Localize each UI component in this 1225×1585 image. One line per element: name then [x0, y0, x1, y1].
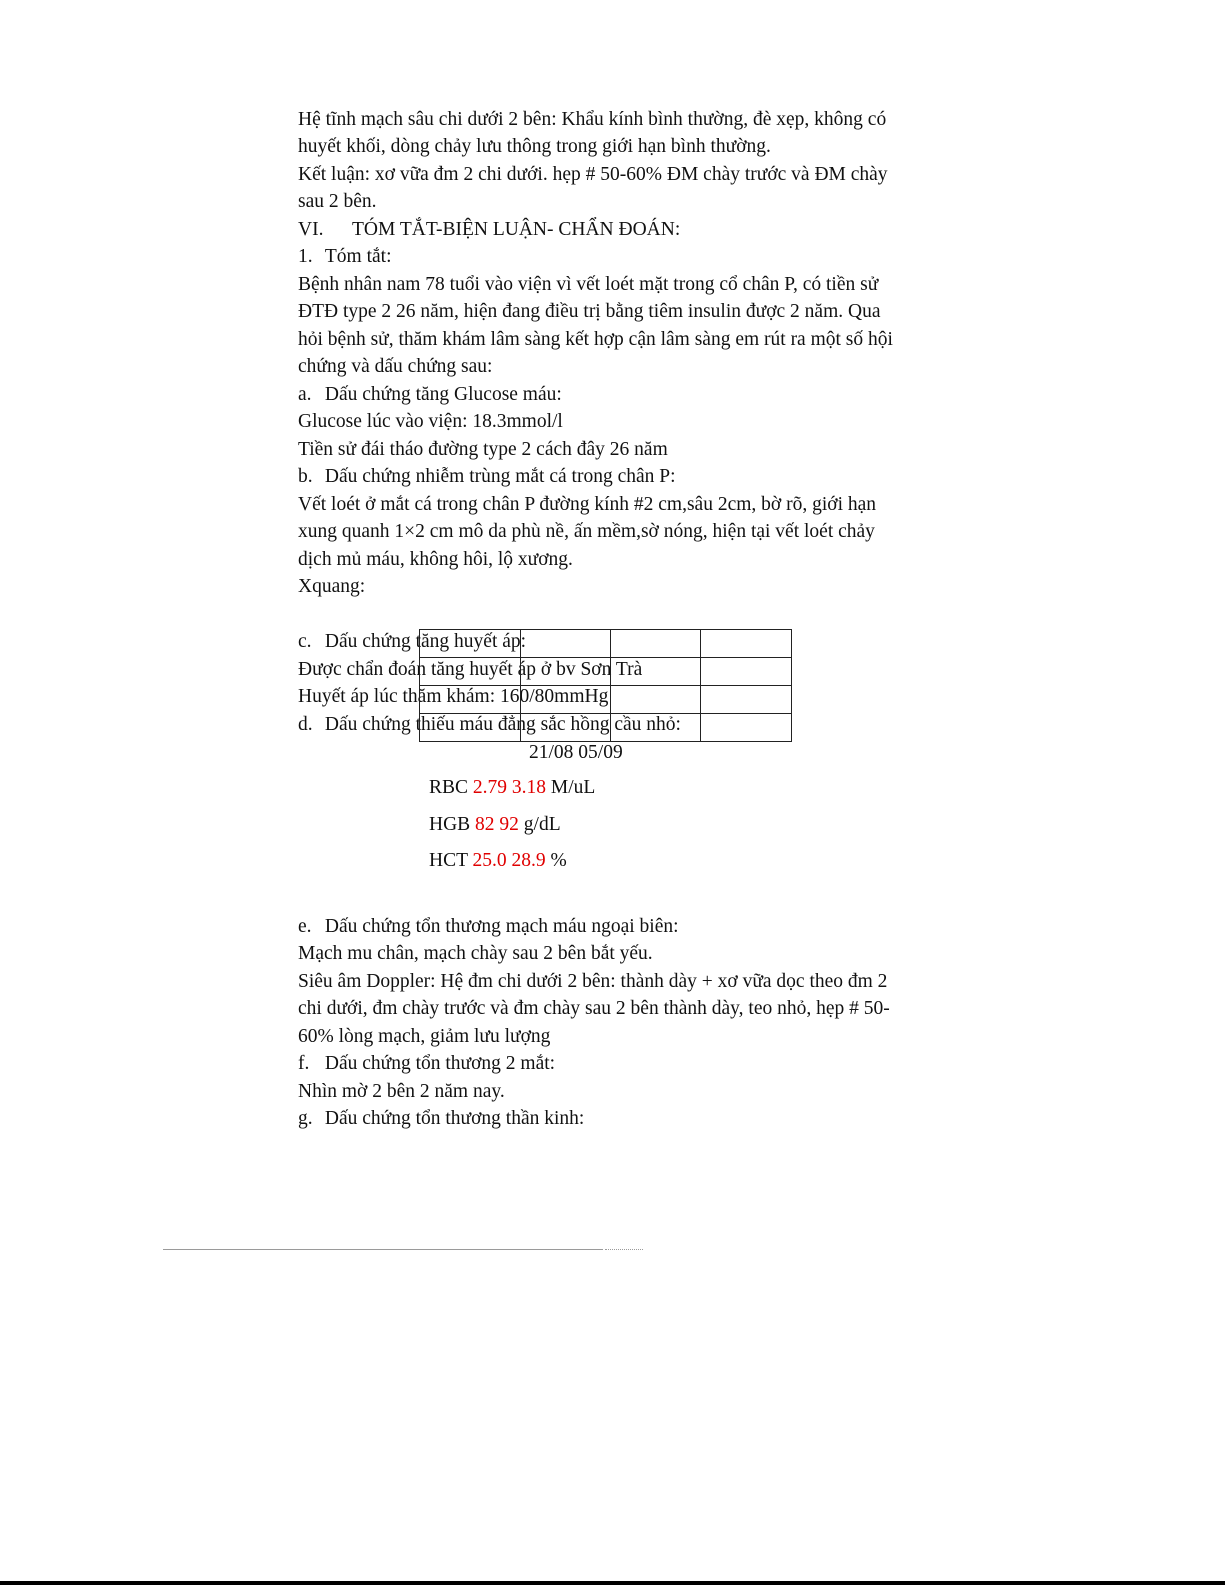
sign-a-line: Tiền sử đái tháo đường type 2 cách đây 26 năm [298, 439, 668, 460]
sign-a-heading [298, 383, 562, 407]
sign-title: Dấu chứng tăng Glucose máu: [324, 384, 562, 405]
sign-e-line: 60% lòng mạch, giảm lưu lượng [298, 1026, 551, 1047]
lab-value: 92 [499, 814, 519, 835]
lab-value: 25.0 [472, 850, 507, 871]
summary-title: Tóm tắt: [324, 246, 392, 267]
sign-e-line: Mạch mu chân, mạch chày sau 2 bên bắt yếu. [298, 943, 653, 964]
lab-name: HCT [429, 850, 468, 871]
sign-b-heading [298, 465, 676, 489]
sign-c-line: Huyết áp lúc thăm khám: 160/80mmHg [298, 686, 609, 707]
paragraph-line: huyết khối, dòng chảy lưu thông trong giới hạn bình thường. [298, 136, 771, 157]
lab-name: HGB [429, 814, 471, 835]
list-letter: a. [298, 384, 312, 405]
summary-line: chứng và dấu chứng sau: [298, 356, 493, 377]
section-title: TÓM TẮT-BIỆN LUẬN- CHẨN ĐOÁN: [352, 219, 681, 240]
section-number: VI. [298, 219, 324, 240]
lab-value: 28.9 [511, 850, 546, 871]
paragraph-line: Kết luận: xơ vữa đm 2 chi dưới. hẹp # 50-60% ĐM chày trước và ĐM chày [298, 164, 888, 185]
sign-title: Dấu chứng tổn thương mạch máu ngoại biên: [324, 916, 679, 937]
page-bottom-edge [0, 1581, 1225, 1585]
sign-e-line: chi dưới, đm chày trước và đm chày sau 2 bên thành dày, teo nhỏ, hẹp # 50- [298, 998, 890, 1019]
lab-unit: M/uL [550, 777, 596, 798]
table-cell [420, 630, 521, 658]
sign-title: Dấu chứng tổn thương 2 mắt: [324, 1053, 556, 1074]
table-cell [420, 714, 521, 742]
lab-name: RBC [429, 777, 469, 798]
summary-line: Bệnh nhân nam 78 tuổi vào viện vì vết loét mặt trong cổ chân P, có tiền sử [298, 274, 879, 295]
sign-title: Dấu chứng nhiễm trùng mắt cá trong chân P: [324, 466, 676, 487]
summary-number: 1. [298, 246, 313, 267]
table-cell [521, 714, 611, 742]
sign-b-line: dịch mủ máu, không hôi, lộ xương. [298, 549, 573, 570]
summary-line: ĐTĐ type 2 26 năm, hiện đang điều trị bằng tiêm insulin được 2 năm. Qua [298, 301, 881, 322]
list-letter: b. [298, 466, 313, 487]
table-cell [420, 686, 521, 714]
sign-b-line: xung quanh 1×2 cm mô da phù nề, ấn mềm,sờ nóng, hiện tại vết loét chảy [298, 521, 875, 542]
sign-title: Dấu chứng tăng huyết áp: [324, 631, 527, 652]
table-cell [701, 658, 792, 686]
paragraph-line: Hệ tĩnh mạch sâu chi dưới 2 bên: Khẩu kính bình thường, đè xẹp, không có [298, 109, 887, 130]
sign-b-line: Xquang: [298, 576, 366, 597]
sign-e-line: Siêu âm Doppler: Hệ đm chi dưới 2 bên: thành dày + xơ vữa dọc theo đm 2 [298, 971, 888, 992]
section-heading [298, 218, 680, 242]
lab-row-hgb [429, 813, 561, 837]
lab-value: 2.79 [472, 777, 508, 798]
lab-value: 3.18 [511, 777, 547, 798]
paragraph-line: sau 2 bên. [298, 191, 377, 212]
list-letter: c. [298, 631, 312, 652]
table-cell [521, 658, 611, 686]
table-cell [521, 630, 611, 658]
lab-row-rbc [429, 776, 595, 800]
summary-line: hỏi bệnh sử, thăm khám lâm sàng kết hợp cận lâm sàng em rút ra một số hội [298, 329, 893, 350]
sign-e-heading [298, 915, 679, 939]
lab-unit: g/dL [523, 814, 561, 835]
table-cell [701, 686, 792, 714]
lab-value: 82 [475, 814, 495, 835]
summary-heading [298, 245, 392, 269]
lab-dates: 21/08 05/09 [529, 742, 623, 763]
list-letter: f. [298, 1053, 310, 1074]
footnote-separator [163, 1249, 603, 1250]
list-letter: d. [298, 714, 313, 735]
sign-b-line: Vết loét ở mắt cá trong chân P đường kính #2 cm,sâu 2cm, bờ rõ, giới hạn [298, 494, 877, 515]
table-cell [611, 658, 701, 686]
footnote-separator-dots [605, 1249, 643, 1250]
sign-c-line: Được chẩn đoán tăng huyết áp ở bv Sơn Trà [298, 659, 643, 680]
sign-a-line: Glucose lúc vào viện: 18.3mmol/l [298, 411, 563, 432]
list-letter: e. [298, 916, 312, 937]
sign-title: Dấu chứng thiếu máu đẳng sắc hồng cầu nhỏ: [324, 714, 681, 735]
table-cell [611, 686, 701, 714]
table-cell [701, 630, 792, 658]
table-cell [701, 714, 792, 742]
lab-row-hct [429, 849, 567, 873]
lab-unit: % [550, 850, 567, 871]
table-cell [420, 658, 521, 686]
empty-grid-table [419, 629, 792, 742]
sign-title: Dấu chứng tổn thương thần kinh: [324, 1108, 585, 1129]
table-cell [611, 714, 701, 742]
list-letter: g. [298, 1108, 313, 1129]
table-cell [521, 686, 611, 714]
sign-f-line: Nhìn mờ 2 bên 2 năm nay. [298, 1081, 505, 1102]
table-cell [611, 630, 701, 658]
sign-f-heading [298, 1052, 555, 1076]
sign-g-heading [298, 1107, 584, 1131]
